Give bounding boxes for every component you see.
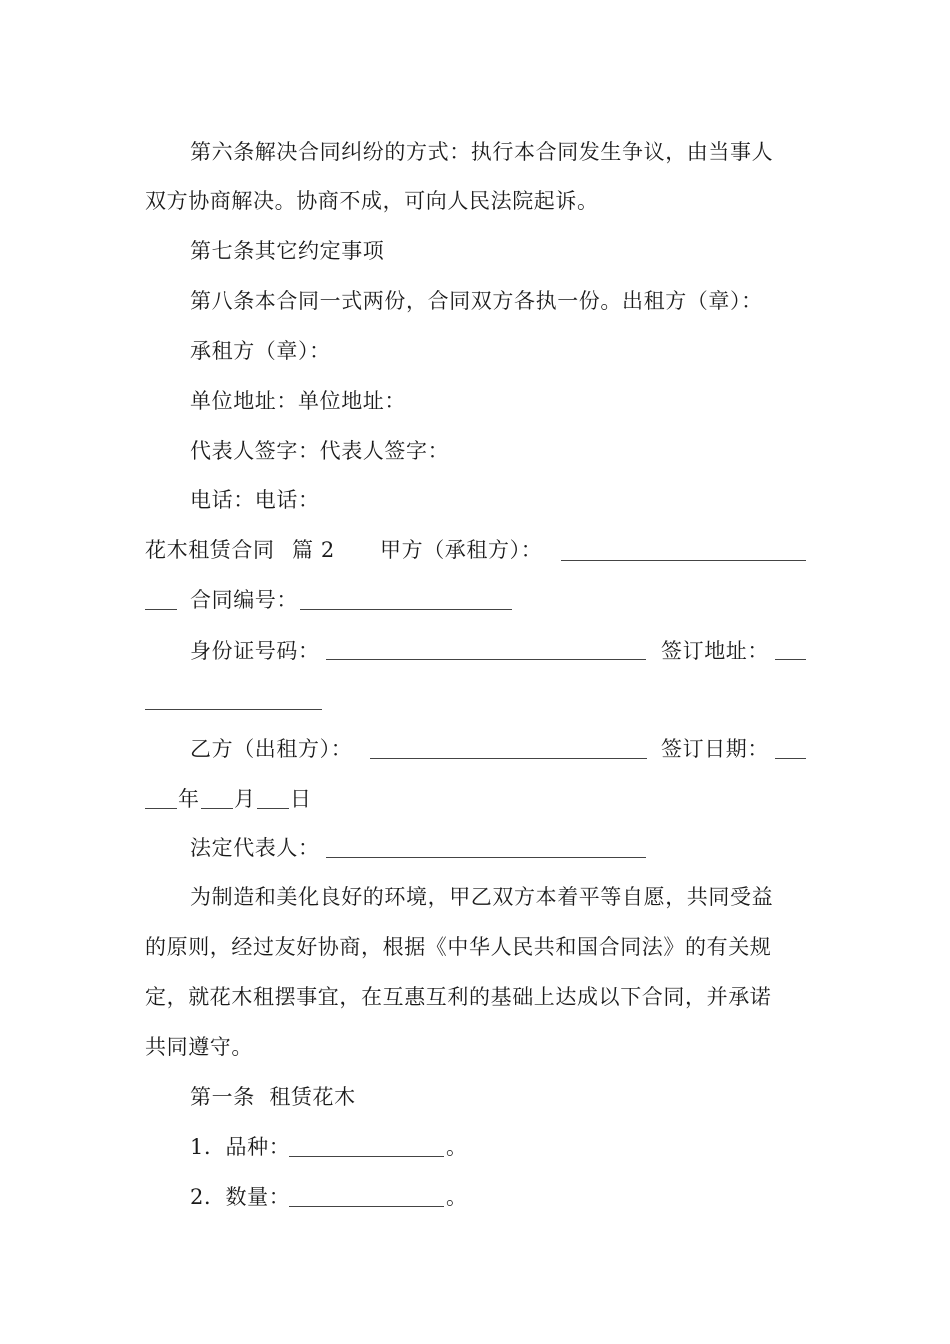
preamble-line-4: 共同遵守。 bbox=[145, 1035, 253, 1059]
variety-label: 1．品种： bbox=[190, 1135, 291, 1159]
sign-date-blank bbox=[775, 758, 806, 759]
sign-address-blank-cont bbox=[145, 709, 322, 710]
contract-title: 花木租赁合同 bbox=[145, 538, 275, 562]
article-1-heading: 第一条 租赁花木 bbox=[190, 1085, 356, 1109]
quantity-period: 。 bbox=[446, 1185, 468, 1209]
day-blank bbox=[257, 808, 289, 809]
party-a-label: 甲方（承租方）： bbox=[380, 538, 543, 562]
quantity-blank bbox=[289, 1206, 444, 1207]
day-label: 日 bbox=[290, 787, 312, 811]
legal-representative-blank bbox=[326, 857, 646, 858]
preamble-line-1: 为制造和美化良好的环境，甲乙双方本着平等自愿，共同受益 bbox=[190, 885, 774, 909]
part-number: 篇 2 bbox=[292, 538, 335, 562]
representative-signature: 代表人签字：代表人签字： bbox=[190, 439, 450, 463]
id-number-blank bbox=[326, 659, 646, 660]
quantity-label: 2．数量： bbox=[190, 1185, 291, 1209]
year-label: 年 bbox=[178, 787, 200, 811]
preamble-line-2: 的原则，经过友好协商，根据《中华人民共和国合同法》的有关规 bbox=[145, 935, 772, 959]
lessee-seal: 承租方（章）： bbox=[190, 339, 331, 363]
article-8: 第八条本合同一式两份，合同双方各执一份。出租方（章）： bbox=[190, 289, 763, 313]
article-7: 第七条其它约定事项 bbox=[190, 239, 385, 263]
variety-blank bbox=[289, 1156, 444, 1157]
year-blank bbox=[145, 808, 177, 809]
article-6-line-2: 双方协商解决。协商不成，可向人民法院起诉。 bbox=[145, 189, 599, 213]
phone: 电话：电话： bbox=[190, 488, 320, 512]
sign-address-blank bbox=[775, 659, 806, 660]
party-b-blank bbox=[370, 758, 647, 759]
preamble-line-3: 定，就花木租摆事宜，在互惠互利的基础上达成以下合同，并承诺 bbox=[145, 985, 772, 1009]
party-b-label: 乙方（出租方）： bbox=[190, 737, 353, 761]
party-a-blank bbox=[561, 560, 806, 561]
month-label: 月 bbox=[234, 787, 256, 811]
article-6-line-1: 第六条解决合同纠纷的方式：执行本合同发生争议，由当事人 bbox=[190, 140, 774, 164]
unit-address: 单位地址：单位地址： bbox=[190, 389, 406, 413]
legal-representative-label: 法定代表人： bbox=[190, 836, 320, 860]
party-a-blank-cont bbox=[145, 609, 177, 610]
contract-number-blank bbox=[300, 609, 512, 610]
month-blank bbox=[201, 808, 233, 809]
variety-period: 。 bbox=[446, 1135, 468, 1159]
id-number-label: 身份证号码： bbox=[190, 639, 320, 663]
sign-date-label: 签订日期： bbox=[661, 737, 769, 761]
contract-number-label: 合同编号： bbox=[190, 588, 298, 612]
sign-address-label: 签订地址： bbox=[661, 639, 769, 663]
